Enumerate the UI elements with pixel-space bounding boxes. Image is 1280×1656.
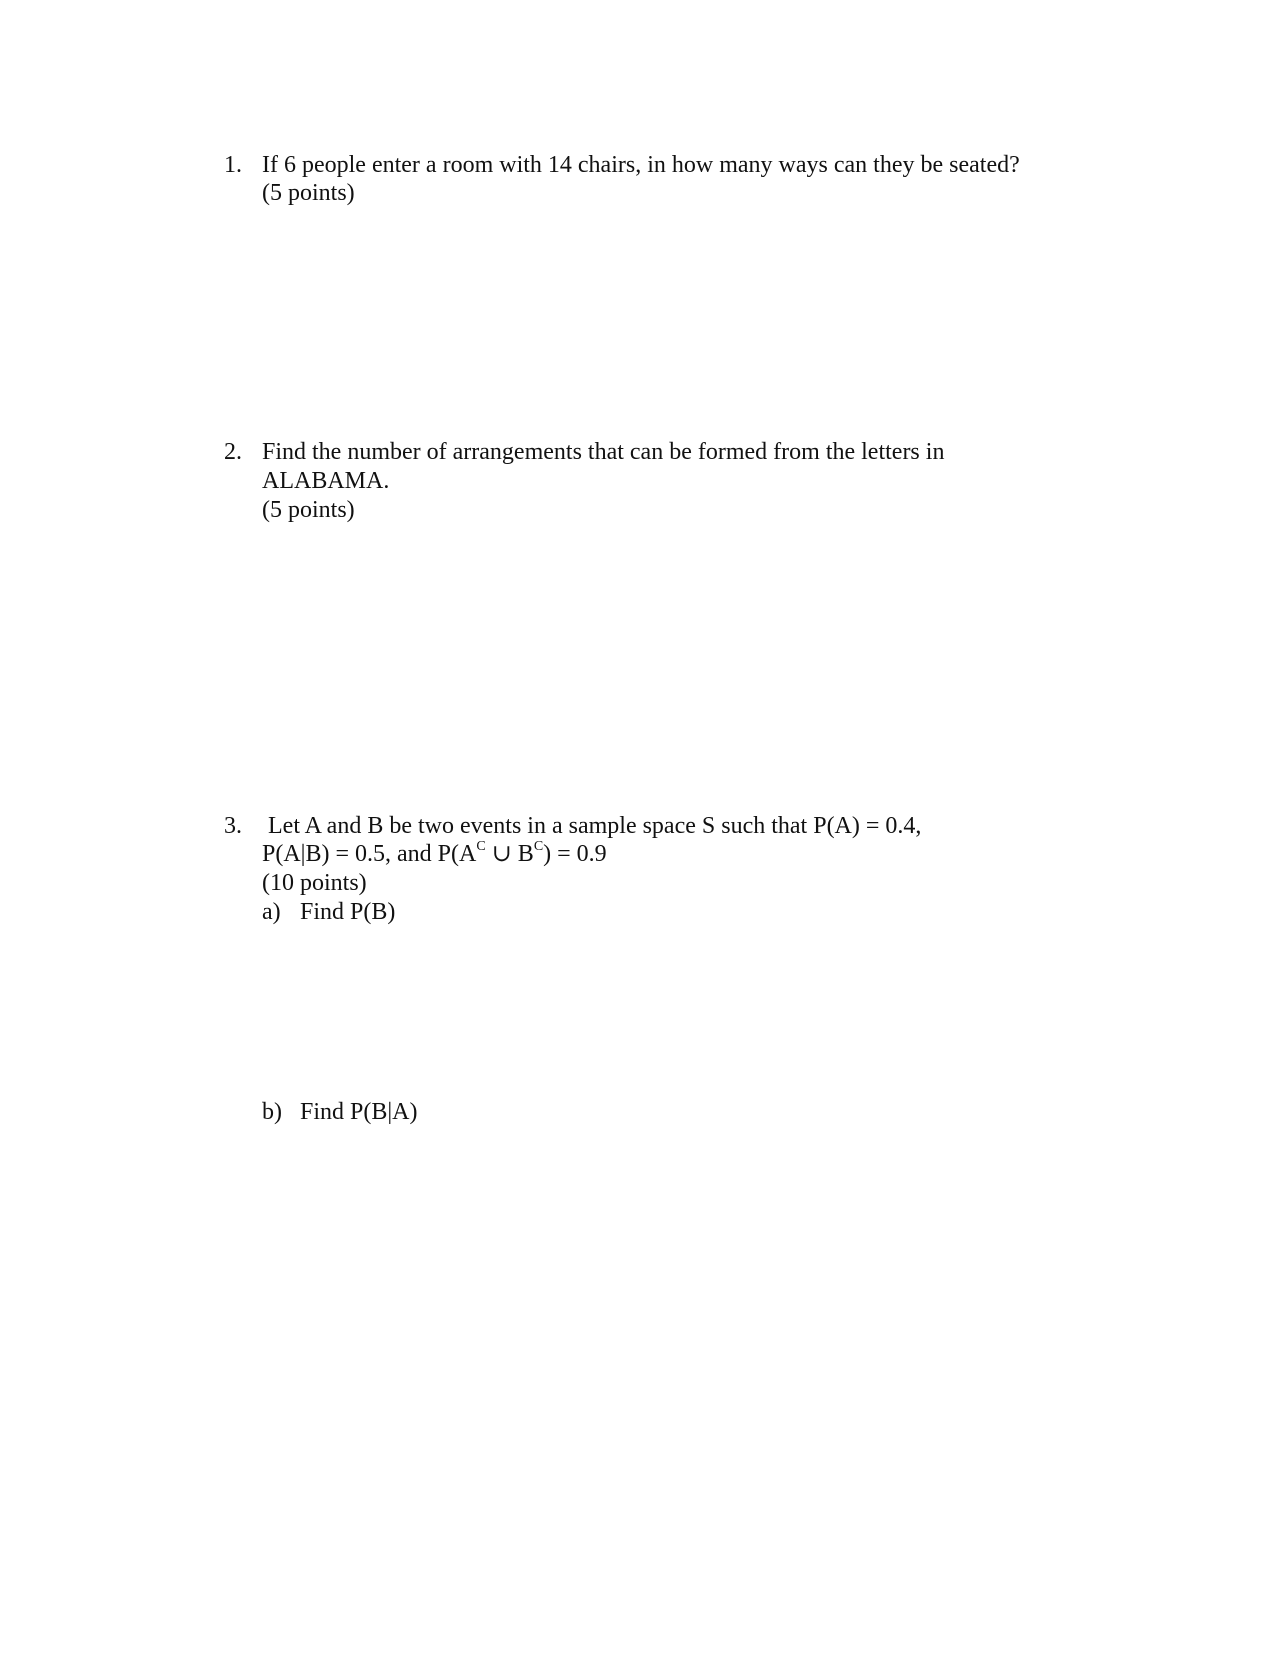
question-2-text-line2: ALABAMA.: [262, 468, 390, 494]
question-3-part-b-text: Find P(B|A): [300, 1099, 418, 1125]
question-2-points: (5 points): [262, 497, 355, 523]
question-2-number: 2.: [224, 439, 242, 465]
question-3-text-line2-part2: ∪ B: [485, 841, 534, 867]
question-3-points: (10 points): [262, 870, 367, 896]
question-2-text-line1: Find the number of arrangements that can be formed from the letters in: [262, 439, 945, 465]
question-3-text-line2: [262, 840, 607, 868]
question-3-part-a-text: Find P(B): [300, 899, 396, 925]
complement-superscript-b: C: [533, 839, 544, 854]
complement-superscript-a: C: [476, 839, 486, 854]
question-3-text-line1: Let A and B be two events in a sample space S such that P(A) = 0.4,: [268, 813, 922, 839]
question-3-number: 3.: [224, 813, 242, 839]
question-1-points: (5 points): [262, 180, 355, 206]
question-3-text-line2-part3: ) = 0.9: [543, 841, 607, 867]
question-3-part-b-label: b): [262, 1099, 282, 1125]
question-1-text: If 6 people enter a room with 14 chairs, in how many ways can they be seated?: [262, 152, 1020, 178]
question-3-text-line2-part1: P(A|B) = 0.5, and P(A: [262, 841, 477, 867]
question-1-number: 1.: [224, 152, 242, 178]
question-3-part-a-label: a): [262, 899, 281, 925]
